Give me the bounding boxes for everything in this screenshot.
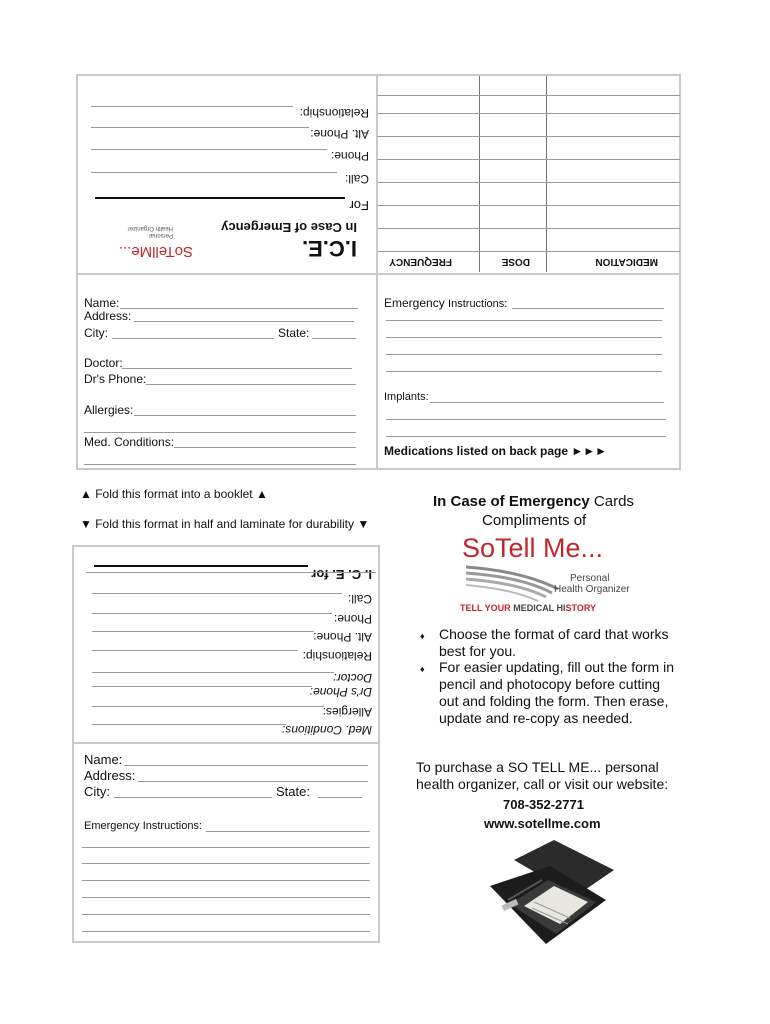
bullet-2-line-1: For easier updating, fill out the form in [439, 659, 675, 675]
card2-allergies-label: Allergies: [322, 705, 372, 719]
allergies-label: Allergies: [84, 403, 134, 417]
bullet-2-line-2: pencil and photocopy before cutting [439, 676, 661, 692]
medication-header: MEDICATION [595, 256, 658, 267]
card2-address-label: Address: [84, 768, 136, 783]
card2-name-label: Name: [84, 752, 123, 767]
emergency-instructions-panel [378, 276, 680, 468]
organizer-binder-image [484, 840, 624, 950]
sotellme-logo-small: SoTellMe... Personal Health Organizer [118, 225, 193, 260]
ice-upside-panel [78, 76, 375, 272]
bullet-1-line-2: best for you. [439, 643, 517, 659]
card2-med-conditions-label: Med. Conditions: [281, 723, 372, 737]
state-label: State: [278, 326, 310, 340]
card2-emergency-label: Emergency Instructions: [84, 820, 202, 832]
card2-for-line [94, 565, 308, 567]
emergency-label: Emergency Instructions: [384, 296, 508, 310]
address-label: Address: [84, 309, 132, 323]
medication-table [378, 76, 680, 272]
card-top-fold-horizontal [76, 273, 681, 275]
for-line [95, 197, 345, 199]
purchase-line-1: To purchase a SO TELL ME... personal [416, 759, 659, 775]
relationship-label: Relationship: [299, 106, 369, 120]
for-label: For [349, 198, 369, 213]
dose-header: DOSE [501, 256, 530, 267]
frequency-header: FREQUENCY [389, 256, 452, 267]
card2-ice-for: I. C. E. for [311, 567, 372, 582]
sotellme-logo: SoTell Me... Personal Health Organizer TELL YOUR MEDICAL HISTORY [460, 533, 630, 613]
logo-tagline: TELL YOUR MEDICAL HISTORY [460, 603, 597, 613]
call-label: Call: [344, 172, 369, 186]
card2-city-label: City: [84, 784, 110, 799]
card2-relationship-label: Relationship: [302, 649, 372, 663]
promo-heading: In Case of Emergency Cards [433, 493, 634, 510]
name-label: Name: [84, 296, 120, 310]
bullet-1-line-1: Choose the format of card that works [439, 626, 669, 642]
card2-info-panel [74, 746, 378, 941]
card2-doctor-label: Doctor: [333, 671, 372, 685]
fold-half-note: ▼ Fold this format in half and laminate for durability ▼ [80, 517, 370, 531]
card-bottom-fold [72, 742, 380, 744]
card2-top-line [86, 572, 376, 573]
ice-subtitle: In Case of Emergency [221, 220, 357, 235]
card2-call-label: Call: [347, 592, 372, 606]
bullet-2-line-4: update and re-copy as needed. [439, 710, 633, 726]
alt-phone-label: Alt. Phone: [310, 127, 369, 141]
card2-upside-panel [74, 547, 378, 741]
implants-label: Implants: [384, 391, 429, 403]
city-label: City: [84, 326, 108, 340]
ice-title: I.C.E. [301, 236, 357, 261]
fold-booklet-note: ▲ Fold this format into a booklet ▲ [80, 487, 268, 501]
meds-back-note: Medications listed on back page ►►► [384, 444, 608, 458]
card2-alt-phone-label: Alt. Phone: [313, 630, 372, 644]
promo-phone: 708-352-2771 [503, 797, 584, 812]
med-conditions-label: Med. Conditions: [84, 435, 175, 449]
card2-drs-phone-label: Dr's Phone: [309, 685, 372, 699]
card2-state-label: State: [276, 784, 310, 799]
doctor-label: Doctor: [84, 356, 123, 370]
promo-compliments: Compliments of [482, 512, 587, 529]
promo-website[interactable]: www.sotellme.com [484, 816, 601, 831]
drs-phone-label: Dr's Phone: [84, 372, 147, 386]
phone-label: Phone: [330, 149, 369, 163]
patient-info-panel [78, 276, 375, 468]
bullet-2-line-3: out and folding the form. Then erase, [439, 693, 669, 709]
card2-phone-label: Phone: [333, 612, 372, 626]
purchase-line-2: health organizer, call or visit our website: [416, 776, 669, 792]
